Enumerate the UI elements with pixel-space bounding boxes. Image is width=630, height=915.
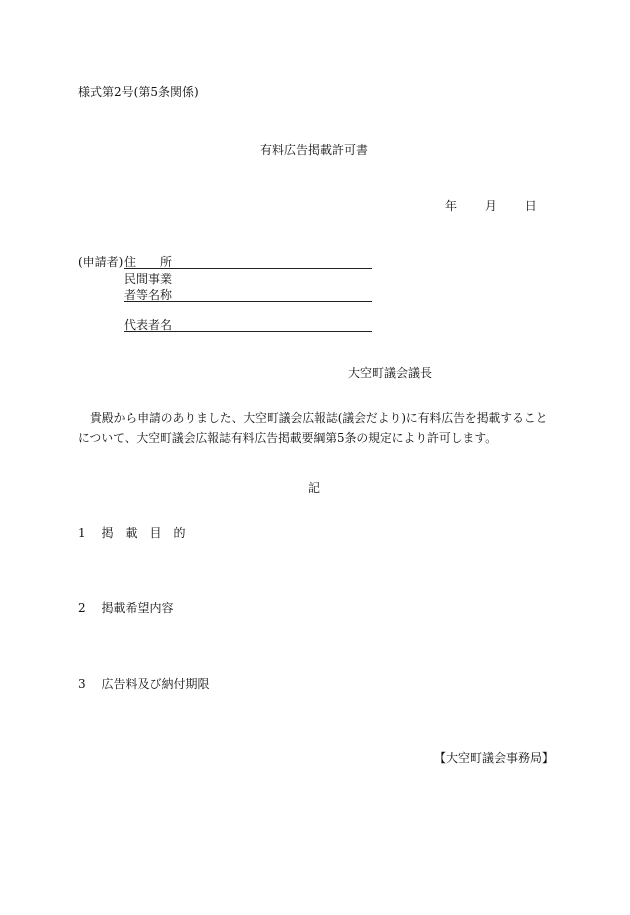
issuer: 大空町議会議長 — [348, 366, 433, 380]
business-name-line — [124, 301, 372, 302]
business-name-label-line2: 者等名称 — [124, 288, 173, 302]
form-number: 様式第2号(第5条関係) — [78, 85, 199, 99]
item-2 — [78, 602, 173, 614]
ki-heading: 記 — [308, 481, 321, 495]
footer-office: 【大空町議会事務局】 — [434, 751, 555, 765]
address-line — [124, 268, 372, 269]
body-text-line1: 貴殿から申請のありました、大空町議会広報誌(議会だより)に有料広告を掲載すること — [90, 411, 548, 425]
representative-line — [124, 331, 372, 332]
applicant-prefix: (申請者) — [78, 255, 124, 269]
date-year: 年 — [445, 199, 458, 213]
item-number: 2 — [78, 601, 86, 615]
document-title: 有料広告掲載許可書 — [260, 143, 369, 157]
item-label: 掲載希望内容 — [101, 601, 174, 615]
item-number: 3 — [78, 677, 86, 691]
item-1 — [78, 527, 185, 539]
item-label: 広告料及び納付期限 — [101, 677, 210, 691]
date-line — [445, 200, 537, 212]
address-label: 住 所 — [124, 255, 173, 269]
body-text-line2: について、大空町議会広報誌有料広告掲載要綱第5条の規定により許可します。 — [78, 431, 497, 445]
business-name-label-line1: 民間事業 — [124, 272, 173, 286]
item-number: 1 — [78, 526, 86, 540]
item-3 — [78, 678, 209, 690]
date-month: 月 — [484, 199, 497, 213]
representative-label: 代表者名 — [124, 318, 173, 332]
date-day: 日 — [524, 199, 537, 213]
item-label: 掲 載 目 的 — [101, 526, 186, 540]
